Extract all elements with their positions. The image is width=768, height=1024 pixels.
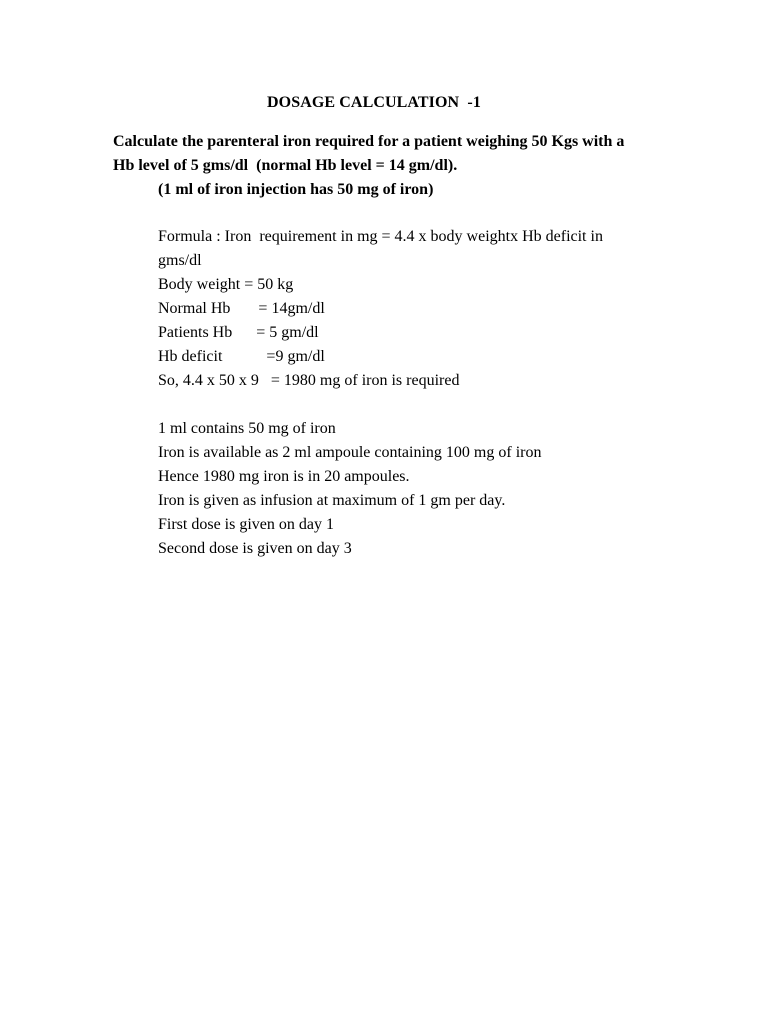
question-line-1: Calculate the parenteral iron required for a patient weighing 50 Kgs with a [113,133,625,150]
question-line-2: Hb level of 5 gms/dl (normal Hb level = 14 gm/dl). [113,157,458,174]
note-line: 1 ml contains 50 mg of iron [158,420,336,437]
paragraph-gap [158,393,718,417]
page-title: DOSAGE CALCULATION -1 [267,94,481,111]
body-weight-line: Body weight = 50 kg [158,276,294,293]
note-line: Iron is given as infusion at maximum of 1 gm per day. [158,492,506,509]
note-line: Iron is available as 2 ml ampoule containing 100 mg of iron [158,444,542,461]
note-line: Hence 1980 mg iron is in 20 ampoules. [158,468,410,485]
calculation-block [158,225,718,561]
hb-deficit-line: Hb deficit =9 gm/dl [158,348,325,365]
normal-hb-line: Normal Hb = 14gm/dl [158,300,325,317]
note-line: Second dose is given on day 3 [158,540,352,557]
formula-line-1: Formula : Iron requirement in mg = 4.4 x body weightx Hb deficit in [158,228,603,245]
formula-line-2: gms/dl [158,252,202,269]
result-line: So, 4.4 x 50 x 9 = 1980 mg of iron is required [158,372,460,389]
question-block [113,130,713,202]
question-line-3: (1 ml of iron injection has 50 mg of iron) [158,181,434,198]
patients-hb-line: Patients Hb = 5 gm/dl [158,324,319,341]
note-line: First dose is given on day 1 [158,516,334,533]
